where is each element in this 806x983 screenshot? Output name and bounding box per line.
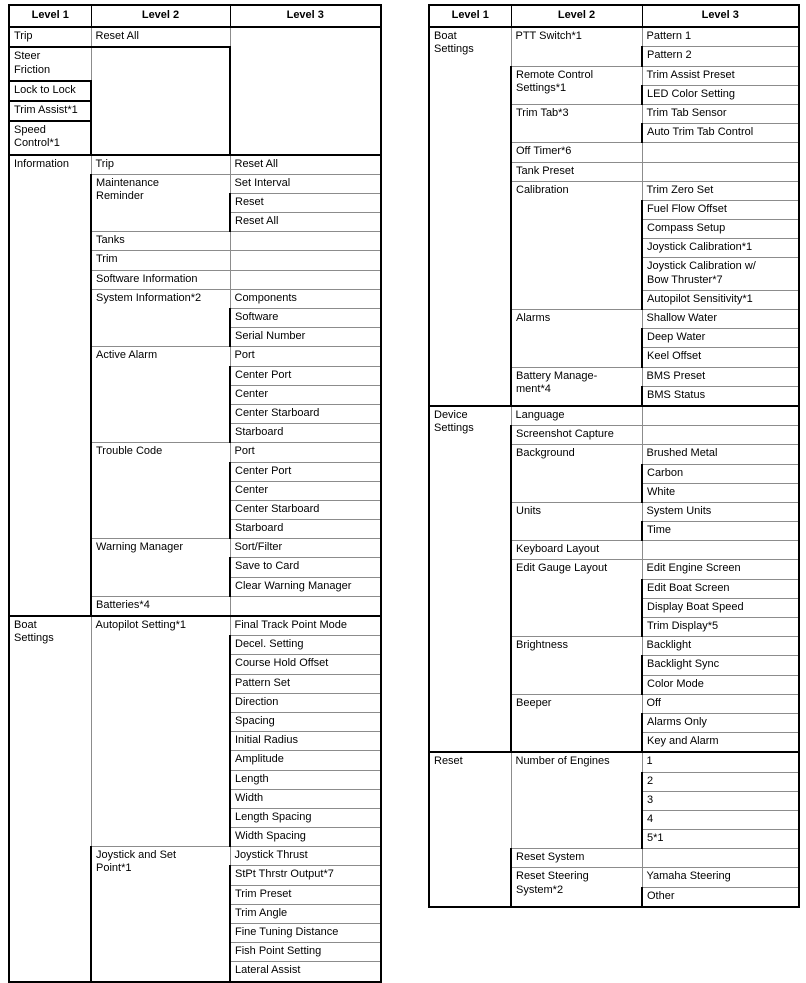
level3-cell[interactable]: Course Hold Offset bbox=[230, 655, 381, 674]
level3-cell[interactable]: Trim Display*5 bbox=[642, 618, 799, 637]
level3-cell[interactable]: Center Port bbox=[230, 366, 381, 385]
level3-cell[interactable]: 5*1 bbox=[642, 830, 799, 849]
level3-cell bbox=[230, 27, 381, 154]
level2-cell[interactable]: Tank Preset bbox=[511, 162, 642, 181]
level2-cell[interactable]: Alarms bbox=[511, 310, 642, 368]
level3-cell[interactable]: Trim Tab Sensor bbox=[642, 104, 799, 123]
level2-cell[interactable]: Units bbox=[511, 502, 642, 540]
level1-cell[interactable]: Information bbox=[9, 155, 91, 617]
level3-cell[interactable]: Display Boat Speed bbox=[642, 598, 799, 617]
level2-cell[interactable]: Tanks bbox=[91, 232, 230, 251]
column-header-level-1: Level 1 bbox=[429, 5, 511, 27]
table-row[interactable] bbox=[9, 27, 381, 47]
level1-cell[interactable]: Device Settings bbox=[429, 406, 511, 752]
level3-cell[interactable]: Lateral Assist bbox=[230, 962, 381, 982]
level3-cell[interactable]: Final Track Point Mode bbox=[230, 616, 381, 636]
level2-cell[interactable]: Brightness bbox=[511, 637, 642, 695]
level3-cell[interactable]: Keel Offset bbox=[642, 348, 799, 367]
level3-cell[interactable]: 2 bbox=[642, 772, 799, 791]
level2-cell[interactable]: Software Information bbox=[91, 270, 230, 289]
level3-cell[interactable]: Pattern 2 bbox=[642, 47, 799, 66]
header-row bbox=[429, 5, 799, 27]
level1-cell[interactable]: Trip bbox=[9, 27, 91, 47]
level3-cell[interactable]: Length Spacing bbox=[230, 808, 381, 827]
level2-cell[interactable]: Calibration bbox=[511, 181, 642, 309]
level2-cell[interactable]: Reset Steering System*2 bbox=[511, 868, 642, 907]
level3-cell[interactable]: Fish Point Setting bbox=[230, 943, 381, 962]
level3-cell[interactable]: 3 bbox=[642, 791, 799, 810]
column-header-level-2: Level 2 bbox=[91, 5, 230, 27]
level2-cell[interactable]: Warning Manager bbox=[91, 539, 230, 597]
level3-cell[interactable]: Trim Assist Preset bbox=[642, 66, 799, 85]
level3-cell[interactable]: Joystick Calibration w/ Bow Thruster*7 bbox=[642, 258, 799, 290]
level1-cell[interactable]: Trim Assist*1 bbox=[9, 101, 91, 121]
level3-cell bbox=[642, 162, 799, 181]
level2-cell[interactable]: Trip bbox=[91, 155, 230, 175]
level1-cell[interactable]: Reset bbox=[429, 752, 511, 907]
level3-cell[interactable]: BMS Preset bbox=[642, 367, 799, 386]
level3-cell[interactable]: Spacing bbox=[230, 712, 381, 731]
level2-cell[interactable]: Trim Tab*3 bbox=[511, 104, 642, 142]
level3-cell[interactable]: Auto Trim Tab Control bbox=[642, 124, 799, 143]
column-header-level-3: Level 3 bbox=[642, 5, 799, 27]
level3-cell bbox=[230, 232, 381, 251]
table-row[interactable] bbox=[9, 616, 381, 636]
level3-cell bbox=[230, 251, 381, 270]
level3-cell[interactable]: Pattern 1 bbox=[642, 27, 799, 47]
level3-cell[interactable]: Joystick Thrust bbox=[230, 847, 381, 866]
level3-cell[interactable]: Starboard bbox=[230, 424, 381, 443]
level3-cell[interactable]: Decel. Setting bbox=[230, 636, 381, 655]
level3-cell[interactable]: Clear Warning Manager bbox=[230, 577, 381, 596]
level2-cell[interactable] bbox=[91, 47, 230, 154]
level3-cell[interactable]: Other bbox=[642, 887, 799, 907]
table-header-left bbox=[9, 5, 381, 27]
level3-cell[interactable]: Carbon bbox=[642, 464, 799, 483]
level3-cell[interactable]: Edit Boat Screen bbox=[642, 579, 799, 598]
level3-cell[interactable]: Yamaha Steering bbox=[642, 868, 799, 887]
level3-cell bbox=[642, 426, 799, 445]
level3-cell[interactable]: Software bbox=[230, 309, 381, 328]
level3-cell bbox=[642, 541, 799, 560]
level2-cell[interactable]: Battery Manage- ment*4 bbox=[511, 367, 642, 406]
level3-cell[interactable]: 1 bbox=[642, 752, 799, 772]
table-row[interactable] bbox=[429, 752, 799, 772]
menu-table-left bbox=[8, 4, 382, 983]
level3-cell bbox=[230, 596, 381, 616]
column-header-level-2: Level 2 bbox=[511, 5, 642, 27]
level3-cell[interactable]: Center bbox=[230, 481, 381, 500]
level3-cell[interactable]: 4 bbox=[642, 810, 799, 829]
level1-cell[interactable]: Boat Settings bbox=[429, 27, 511, 406]
level3-cell[interactable]: Starboard bbox=[230, 520, 381, 539]
level3-cell[interactable]: Trim Preset bbox=[230, 885, 381, 904]
level3-cell[interactable]: White bbox=[642, 483, 799, 502]
table-row[interactable] bbox=[429, 406, 799, 426]
level3-cell[interactable]: Off bbox=[642, 694, 799, 713]
level3-cell[interactable]: Backlight bbox=[642, 637, 799, 656]
level3-cell[interactable]: Center Port bbox=[230, 462, 381, 481]
level2-cell[interactable]: Screenshot Capture bbox=[511, 426, 642, 445]
level3-cell[interactable]: Length bbox=[230, 770, 381, 789]
level3-cell[interactable]: Save to Card bbox=[230, 558, 381, 577]
level3-cell[interactable]: Reset All bbox=[230, 155, 381, 175]
level3-cell[interactable]: Set Interval bbox=[230, 174, 381, 193]
level2-cell[interactable]: Trouble Code bbox=[91, 443, 230, 539]
level3-cell[interactable]: Width bbox=[230, 789, 381, 808]
table-row[interactable] bbox=[429, 27, 799, 47]
column-header-level-1: Level 1 bbox=[9, 5, 91, 27]
column-header-level-3: Level 3 bbox=[230, 5, 381, 27]
level2-cell[interactable]: Number of Engines bbox=[511, 752, 642, 848]
level3-cell bbox=[642, 406, 799, 426]
header-row bbox=[9, 5, 381, 27]
level3-cell[interactable]: Center bbox=[230, 385, 381, 404]
level3-cell[interactable]: Width Spacing bbox=[230, 828, 381, 847]
level3-cell[interactable]: Fine Tuning Distance bbox=[230, 924, 381, 943]
menu-table-right bbox=[428, 4, 800, 908]
level3-cell bbox=[642, 849, 799, 868]
level2-cell[interactable]: Language bbox=[511, 406, 642, 426]
level3-cell[interactable]: Reset bbox=[230, 193, 381, 212]
level3-cell[interactable]: Compass Setup bbox=[642, 220, 799, 239]
level3-cell bbox=[230, 270, 381, 289]
level1-cell[interactable]: Boat Settings bbox=[9, 616, 91, 982]
level3-cell[interactable]: Trim Angle bbox=[230, 904, 381, 923]
level3-cell[interactable]: Edit Engine Screen bbox=[642, 560, 799, 579]
level3-cell[interactable]: Center Starboard bbox=[230, 404, 381, 423]
level2-cell[interactable]: Remote Control Settings*1 bbox=[511, 66, 642, 104]
level3-cell[interactable]: System Units bbox=[642, 502, 799, 521]
level2-cell[interactable]: System Information*2 bbox=[91, 289, 230, 347]
level2-cell[interactable]: Maintenance Reminder bbox=[91, 174, 230, 232]
level3-cell[interactable]: Reset All bbox=[230, 213, 381, 232]
level3-cell[interactable]: Deep Water bbox=[642, 329, 799, 348]
level2-cell[interactable]: Active Alarm bbox=[91, 347, 230, 443]
level2-cell[interactable]: PTT Switch*1 bbox=[511, 27, 642, 66]
level3-cell[interactable]: BMS Status bbox=[642, 386, 799, 406]
level3-cell[interactable]: Port bbox=[230, 347, 381, 366]
level2-cell[interactable]: Batteries*4 bbox=[91, 596, 230, 616]
table-body-right bbox=[429, 27, 799, 907]
level2-cell[interactable]: Reset System bbox=[511, 849, 642, 868]
level2-cell[interactable]: Beeper bbox=[511, 694, 642, 752]
level3-cell[interactable]: StPt Thrstr Output*7 bbox=[230, 866, 381, 885]
level3-cell[interactable]: Pattern Set bbox=[230, 674, 381, 693]
table-row[interactable] bbox=[9, 155, 381, 175]
level1-cell[interactable]: Speed Control*1 bbox=[9, 121, 91, 154]
level3-cell[interactable]: Amplitude bbox=[230, 751, 381, 770]
level3-cell[interactable]: Shallow Water bbox=[642, 310, 799, 329]
level3-cell[interactable]: Autopilot Sensitivity*1 bbox=[642, 290, 799, 309]
level3-cell[interactable]: Time bbox=[642, 522, 799, 541]
level3-cell[interactable]: Initial Radius bbox=[230, 732, 381, 751]
level3-cell[interactable]: Center Starboard bbox=[230, 500, 381, 519]
level2-cell[interactable]: Autopilot Setting*1 bbox=[91, 616, 230, 847]
level3-cell[interactable]: Backlight Sync bbox=[642, 656, 799, 675]
level3-cell[interactable]: Sort/Filter bbox=[230, 539, 381, 558]
level2-cell[interactable]: Keyboard Layout bbox=[511, 541, 642, 560]
level3-cell[interactable]: Serial Number bbox=[230, 328, 381, 347]
level3-cell bbox=[642, 143, 799, 162]
level3-cell[interactable]: Color Mode bbox=[642, 675, 799, 694]
level2-cell[interactable]: Edit Gauge Layout bbox=[511, 560, 642, 637]
table-body-left bbox=[9, 27, 381, 981]
level2-cell[interactable]: Trim bbox=[91, 251, 230, 270]
level1-cell[interactable]: Steer Friction bbox=[9, 47, 91, 80]
level3-cell[interactable]: Direction bbox=[230, 693, 381, 712]
level1-cell[interactable]: Lock to Lock bbox=[9, 81, 91, 101]
level2-cell[interactable]: Joystick and Set Point*1 bbox=[91, 847, 230, 982]
level2-cell[interactable]: Reset All bbox=[91, 27, 230, 47]
level2-cell[interactable]: Off Timer*6 bbox=[511, 143, 642, 162]
level3-cell[interactable]: Components bbox=[230, 289, 381, 308]
table-header-right bbox=[429, 5, 799, 27]
level3-cell[interactable]: Alarms Only bbox=[642, 713, 799, 732]
level3-cell[interactable]: Fuel Flow Offset bbox=[642, 200, 799, 219]
level2-cell[interactable]: Background bbox=[511, 445, 642, 503]
level3-cell[interactable]: LED Color Setting bbox=[642, 85, 799, 104]
level3-cell[interactable]: Brushed Metal bbox=[642, 445, 799, 464]
level3-cell[interactable]: Port bbox=[230, 443, 381, 462]
level3-cell[interactable]: Trim Zero Set bbox=[642, 181, 799, 200]
level3-cell[interactable]: Key and Alarm bbox=[642, 733, 799, 753]
level3-cell[interactable]: Joystick Calibration*1 bbox=[642, 239, 799, 258]
